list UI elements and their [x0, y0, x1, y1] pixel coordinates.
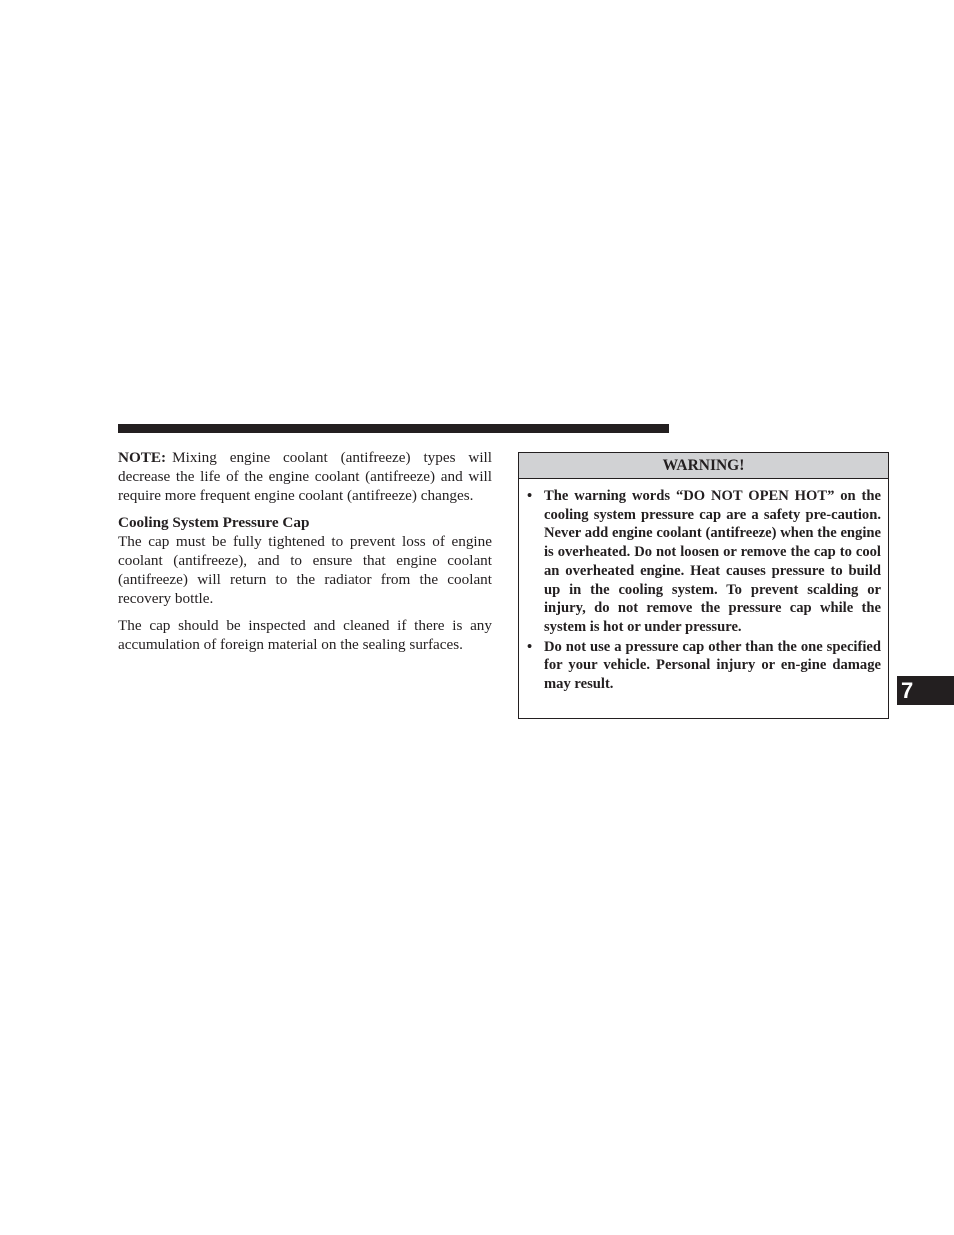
- bullet-icon: •: [527, 638, 533, 655]
- warning-item-text: Do not use a pressure cap other than the one specified for your vehicle. Personal injury or en-gine damage may result.: [544, 638, 881, 693]
- section-paragraph-2: The cap should be inspected and cleaned if there is any accumulation of foreign material on the sealing surfaces.: [118, 617, 492, 654]
- warning-title: WARNING!: [519, 453, 888, 479]
- warning-box: [518, 452, 889, 719]
- warning-item: [527, 638, 881, 694]
- section-paragraph-1: The cap must be fully tightened to prevent loss of engine coolant (antifreeze), and to ensure that engine coolant (antifreeze) will return to the radiator from the coolant recovery bottle.: [118, 533, 492, 607]
- chapter-tab: 7: [897, 676, 954, 705]
- warning-item: [527, 487, 881, 637]
- note-paragraph: [118, 449, 492, 505]
- left-column: [118, 449, 492, 655]
- bullet-icon: •: [527, 488, 533, 504]
- warning-list: [519, 479, 888, 694]
- note-text: Mixing engine coolant (antifreeze) types will decrease the life of the engine coolant (antifreeze) and will require more frequent engine coolant (antifreeze) changes.: [118, 449, 492, 504]
- warning-item-text: The warning words “DO NOT OPEN HOT” on the cooling system pressure cap are a safety pre-caution. Never add engine coolant (antifreeze) when the engine is overheated. Do not loosen or remove the cap to cool an overheated engine. Heat causes pressure to build up in the cooling system. To prevent scalding or injury, do not remove the pressure cap while the system is hot or under pressure.: [544, 488, 881, 635]
- note-label: NOTE:: [118, 449, 167, 466]
- section-divider-rule: [118, 424, 669, 433]
- section-heading: Cooling System Pressure Cap: [118, 514, 310, 532]
